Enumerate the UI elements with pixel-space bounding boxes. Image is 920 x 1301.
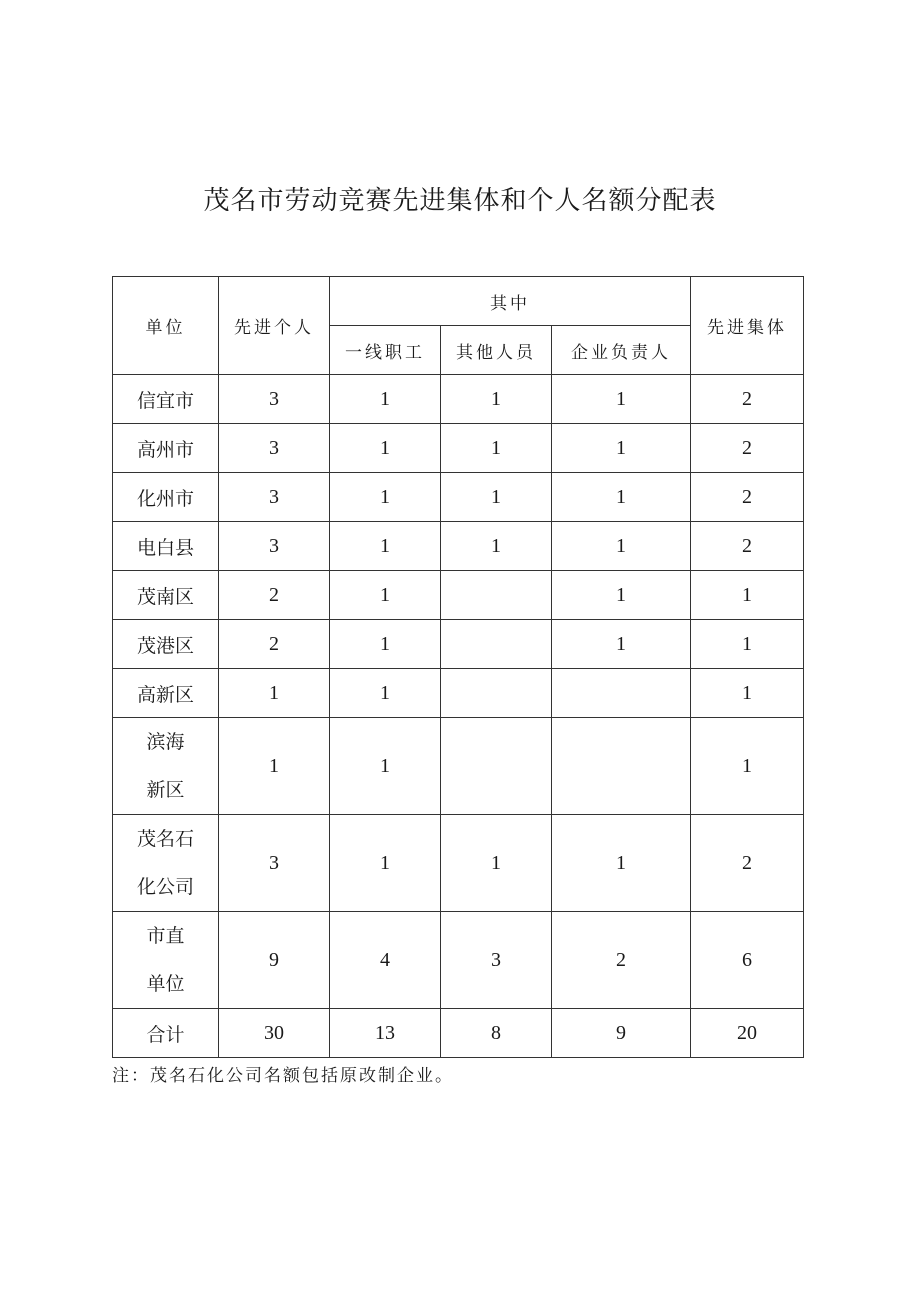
unit-cell: 高州市 <box>113 424 219 473</box>
collective-cell: 2 <box>691 424 804 473</box>
collective-cell: 1 <box>691 571 804 620</box>
table-row <box>113 375 804 424</box>
leaders-cell: 1 <box>552 424 691 473</box>
collective-cell: 2 <box>691 522 804 571</box>
header-frontline-workers: 一线职工 <box>330 326 441 375</box>
header-advanced-individual: 先进个人 <box>219 277 330 375</box>
table-row <box>113 620 804 669</box>
individual-cell: 2 <box>219 620 330 669</box>
unit-name-line-1: 市直 <box>146 925 185 947</box>
leaders-cell: 2 <box>552 912 691 1009</box>
unit-cell <box>113 912 219 1009</box>
header-of-which: 其中 <box>330 277 691 326</box>
unit-cell: 信宜市 <box>113 375 219 424</box>
collective-cell: 1 <box>691 620 804 669</box>
unit-name-line-2: 单位 <box>146 973 185 995</box>
total-collective: 20 <box>691 1009 804 1058</box>
leaders-cell: 1 <box>552 571 691 620</box>
other-cell <box>441 718 552 815</box>
collective-cell: 2 <box>691 375 804 424</box>
individual-cell: 9 <box>219 912 330 1009</box>
table-row <box>113 912 804 1009</box>
leaders-cell: 1 <box>552 375 691 424</box>
individual-cell: 3 <box>219 815 330 912</box>
individual-cell: 3 <box>219 473 330 522</box>
other-cell: 1 <box>441 815 552 912</box>
table-header-row <box>113 277 804 326</box>
table-row <box>113 815 804 912</box>
frontline-cell: 1 <box>330 620 441 669</box>
individual-cell: 2 <box>219 571 330 620</box>
table-total-row <box>113 1009 804 1058</box>
document-title: 茂名市劳动竞赛先进集体和个人名额分配表 <box>203 186 717 216</box>
leaders-cell: 1 <box>552 620 691 669</box>
other-cell <box>441 571 552 620</box>
leaders-cell: 1 <box>552 815 691 912</box>
individual-cell: 1 <box>219 718 330 815</box>
leaders-cell: 1 <box>552 522 691 571</box>
frontline-cell: 4 <box>330 912 441 1009</box>
unit-cell: 茂南区 <box>113 571 219 620</box>
other-cell <box>441 669 552 718</box>
total-leaders: 9 <box>552 1009 691 1058</box>
total-individual: 30 <box>219 1009 330 1058</box>
table-row <box>113 522 804 571</box>
frontline-cell: 1 <box>330 815 441 912</box>
unit-cell <box>113 718 219 815</box>
other-cell: 1 <box>441 424 552 473</box>
collective-cell: 1 <box>691 718 804 815</box>
collective-cell: 6 <box>691 912 804 1009</box>
other-cell: 1 <box>441 522 552 571</box>
frontline-cell: 1 <box>330 718 441 815</box>
frontline-cell: 1 <box>330 473 441 522</box>
table-row <box>113 571 804 620</box>
unit-name-line-2: 新区 <box>146 779 185 801</box>
header-other-personnel: 其他人员 <box>441 326 552 375</box>
table-row <box>113 424 804 473</box>
other-cell <box>441 620 552 669</box>
individual-cell: 3 <box>219 375 330 424</box>
leaders-cell <box>552 669 691 718</box>
table-row <box>113 718 804 815</box>
individual-cell: 1 <box>219 669 330 718</box>
unit-cell <box>113 815 219 912</box>
total-frontline: 13 <box>330 1009 441 1058</box>
frontline-cell: 1 <box>330 375 441 424</box>
unit-name-line-1: 滨海 <box>146 731 185 753</box>
table-footnote: 注：茂名石化公司名额包括原改制企业。 <box>112 1066 454 1086</box>
frontline-cell: 1 <box>330 522 441 571</box>
unit-cell: 电白县 <box>113 522 219 571</box>
leaders-cell: 1 <box>552 473 691 522</box>
header-enterprise-leaders: 企业负责人 <box>552 326 691 375</box>
collective-cell: 2 <box>691 473 804 522</box>
leaders-cell <box>552 718 691 815</box>
table-row <box>113 473 804 522</box>
unit-name-line-1: 茂名石 <box>136 828 194 850</box>
other-cell: 1 <box>441 375 552 424</box>
total-other: 8 <box>441 1009 552 1058</box>
quota-table <box>112 276 804 1058</box>
individual-cell: 3 <box>219 424 330 473</box>
collective-cell: 1 <box>691 669 804 718</box>
frontline-cell: 1 <box>330 424 441 473</box>
other-cell: 1 <box>441 473 552 522</box>
header-unit: 单位 <box>113 277 219 375</box>
collective-cell: 2 <box>691 815 804 912</box>
total-label: 合计 <box>113 1009 219 1058</box>
individual-cell: 3 <box>219 522 330 571</box>
frontline-cell: 1 <box>330 669 441 718</box>
unit-cell: 茂港区 <box>113 620 219 669</box>
table-row <box>113 669 804 718</box>
frontline-cell: 1 <box>330 571 441 620</box>
unit-name-line-2: 化公司 <box>136 876 194 898</box>
unit-cell: 高新区 <box>113 669 219 718</box>
unit-cell: 化州市 <box>113 473 219 522</box>
other-cell: 3 <box>441 912 552 1009</box>
header-advanced-collective: 先进集体 <box>691 277 804 375</box>
